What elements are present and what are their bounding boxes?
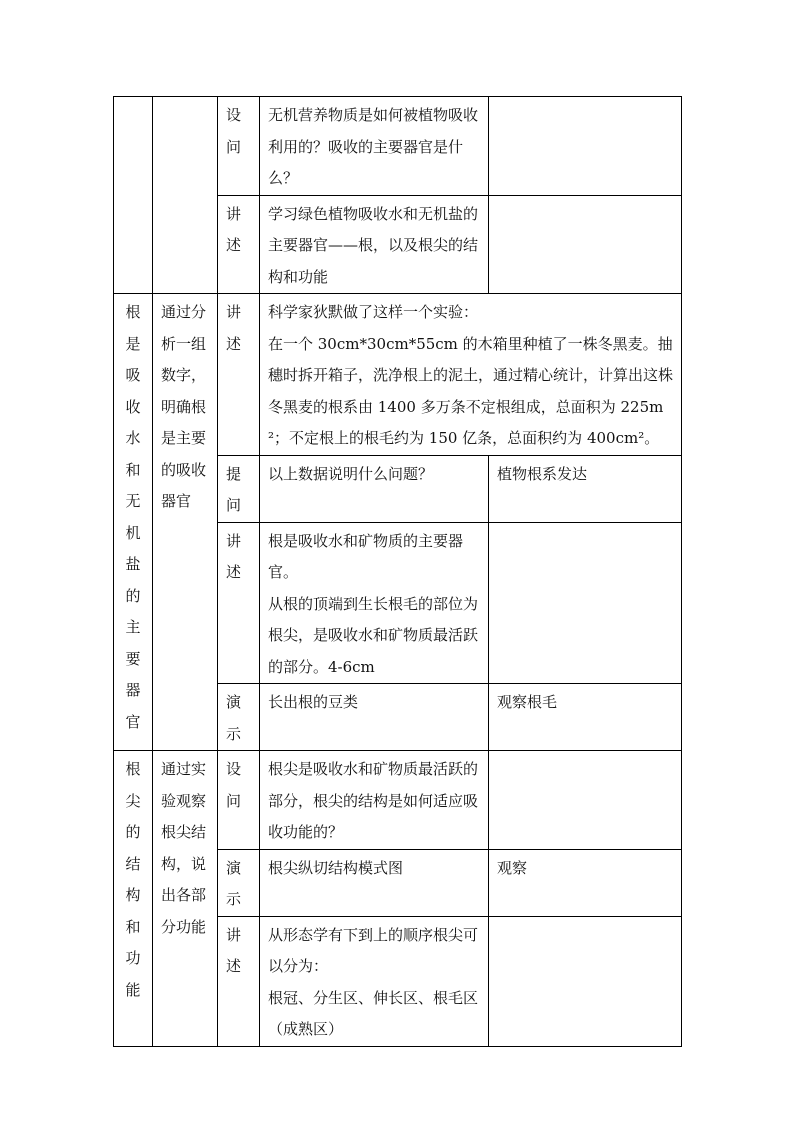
section-title-cell: 根是吸收水和无机盐的主要器官 <box>114 294 153 751</box>
student-activity-cell <box>489 916 682 1046</box>
lesson-plan-table <box>113 96 682 1047</box>
student-activity-cell <box>489 751 682 850</box>
activity-cell: 演示 <box>218 849 260 916</box>
teacher-content-cell <box>260 294 682 456</box>
student-activity-cell: 观察根毛 <box>489 684 682 751</box>
student-activity-cell: 植物根系发达 <box>489 455 682 522</box>
teacher-content-cell: 根尖是吸收水和矿物质最活跃的部分，根尖的结构是如何适应吸收功能的？ <box>260 751 489 850</box>
activity-cell: 提问 <box>218 455 260 522</box>
content-body: 在一个 30cm*30cm*55cm 的木箱里种植了一株冬黑麦。抽穗时拆开箱子，洗净根上的泥土，通过精心统计，计算出这株冬黑麦的根系由 1400 多万条不定根组成，总面积为 225m²；不定根上的根毛约为 150 亿条，总面积约为 400cm²。 <box>268 334 674 447</box>
activity-cell: 设问 <box>218 751 260 850</box>
content-line: 根冠、分生区、伸长区、根毛区（成熟区） <box>268 988 479 1038</box>
teacher-content-cell: 以上数据说明什么问题？ <box>260 455 489 522</box>
activity-cell: 讲述 <box>218 522 260 684</box>
content-line: 科学家狄默做了这样一个实验： <box>268 303 479 321</box>
activity-cell: 讲述 <box>218 294 260 456</box>
topic-cell-empty <box>114 97 153 294</box>
teacher-content-cell: 学习绿色植物吸收水和无机盐的主要器官——根，以及根尖的结构和功能 <box>260 195 489 294</box>
section-goal-cell: 通过分析一组数字，明确根是主要的吸收器官 <box>153 294 218 751</box>
goal-cell-empty <box>153 97 218 294</box>
content-line: 从形态学有下到上的顺序根尖可以分为： <box>268 925 479 975</box>
table-row <box>114 751 682 850</box>
student-activity-cell: 观察 <box>489 849 682 916</box>
activity-cell: 讲述 <box>218 916 260 1046</box>
table-row <box>114 97 682 196</box>
activity-cell: 演示 <box>218 684 260 751</box>
section-goal-cell: 通过实验观察根尖结构，说出各部分功能 <box>153 751 218 1047</box>
teacher-content-cell: 长出根的豆类 <box>260 684 489 751</box>
teacher-content-cell: 无机营养物质是如何被植物吸收利用的？吸收的主要器官是什么？ <box>260 97 489 196</box>
content-line: 根是吸收水和矿物质的主要器官。 <box>268 531 464 581</box>
activity-cell: 设问 <box>218 97 260 196</box>
table-row <box>114 294 682 456</box>
section-title-cell: 根尖的结构和功能 <box>114 751 153 1047</box>
teacher-content-cell <box>260 916 489 1046</box>
teacher-content-cell <box>260 522 489 684</box>
activity-cell: 讲述 <box>218 195 260 294</box>
student-activity-cell <box>489 97 682 196</box>
content-line: 从根的顶端到生长根毛的部位为根尖，是吸收水和矿物质最活跃的部分。4-6cm <box>268 594 479 676</box>
teacher-content-cell: 根尖纵切结构模式图 <box>260 849 489 916</box>
student-activity-cell <box>489 195 682 294</box>
student-activity-cell <box>489 522 682 684</box>
